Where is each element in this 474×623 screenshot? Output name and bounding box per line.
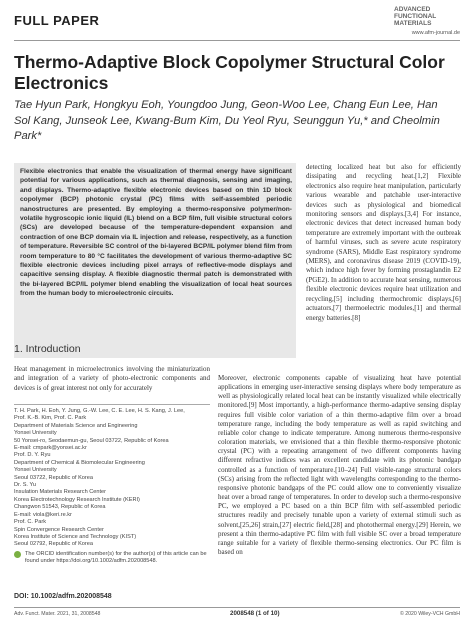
orcid-icon[interactable] <box>14 551 21 558</box>
section-label: FULL PAPER <box>14 13 100 28</box>
affiliation-line: Department of Chemical & Biomolecular Engineering <box>14 459 145 466</box>
journal-logo-line-3: MATERIALS <box>394 20 432 27</box>
paper-title: Thermo-Adaptive Block Copolymer Structural Color Electronics <box>14 52 445 93</box>
intro-continuation-text: detecting localized heat but also for efficiently dissipating and recycling heat.[1,2] Flexible electronics also require heat manipulation, particularly various wearable and patchable user-interactive devices such as physiological and biomedical monitoring sensors and displays.[3,4] For instance, electronic devices that detect increased human body temperature are extremely important with the outbreak of harmful viruses, such as severe acute respiratory syndrome (SARS), Middle East respiratory syndrome (MERS), and coronavirus disease 2019 (COVID-19), which induce high fever by forming prostaglandin E2 (PGE2). In addition to accurate heat sensing, numerous flexible electronic devices require heat utilization and recycling,[5] including thermochromic displays,[6] actuators,[7] thermoelectric modules,[1] and thermal energy batteries.[8] <box>306 163 461 322</box>
page-footer <box>14 611 460 621</box>
affiliation-line: Korea Electrotechnology Research Institute (KERI) <box>14 496 140 503</box>
affiliations-block <box>14 408 210 566</box>
author-list: Tae Hyun Park, Hongkyu Eoh, Youngdoo Jung, Geon-Woo Lee, Chang Eun Lee, Han Sol Kang, Junseok Lee, Kwang-Bum Kim, Du Yeol Ryu, Seunggun Yu,* and Cheolmin Park* <box>14 99 440 142</box>
affiliation-line: Changwon 51543, Republic of Korea <box>14 504 106 511</box>
affiliation-email[interactable]: E-mail: cmpark@yonsei.ac.kr <box>14 445 87 452</box>
journal-logo-line-1: ADVANCED <box>394 6 431 13</box>
footer-divider <box>14 607 460 608</box>
journal-url[interactable]: www.afm-journal.de <box>411 30 460 36</box>
journal-logo <box>394 6 460 27</box>
affiliation-line: Spin Convergence Research Center <box>14 526 104 533</box>
affiliation-line: T. H. Park, H. Eoh, Y. Jung, G.-W. Lee, C. E. Lee, H. S. Kang, J. Lee, <box>14 408 185 414</box>
section-heading-introduction: 1. Introduction <box>14 343 81 355</box>
affiliation-line: 50 Yonsei-ro, Seodaemun-gu, Seoul 03722, Republic of Korea <box>14 437 169 444</box>
footer-citation: Adv. Funct. Mater. 2021, 31, 2008548 <box>14 611 101 617</box>
affiliation-line: Prof. K.-B. Kim, Prof. C. Park <box>14 415 87 422</box>
affiliation-line: Dr. S. Yu <box>14 482 36 489</box>
affiliation-line: Department of Materials Science and Engineering <box>14 422 138 429</box>
affiliation-line: Prof. D. Y. Ryu <box>14 452 51 459</box>
doi[interactable]: DOI: 10.1002/adfm.202008548 <box>14 593 112 600</box>
affiliation-line: Seoul 03722, Republic of Korea <box>14 474 93 481</box>
page-header <box>0 0 474 38</box>
orcid-note-text[interactable]: The ORCID identification number(s) for the author(s) of this article can be found under https://doi.org/10.1002/adfm.202008548. <box>25 550 207 565</box>
affiliation-line: Seoul 02792, Republic of Korea <box>14 541 93 548</box>
body-paragraph: Moreover, electronic components capable of visualizing heat have potential applications in emerging user-interactive sensing displays where body temperature as well as physiologically related local heat can be instantly visualized while electrically monitored.[9] Most importantly, a high-performance thermo-adaptive sensing display requires full visible color variation of a thin thermo-adaptive film over a broad temperature range, including the body temperature as well as rapid switching and reliable color change to indicate temperature. Among numerous thermo-responsive coloration materials, we envisioned that a thin flexible thermo-responsive photonic crystal (PC) with a repeating arrangement of two different components having different refractive indices was an excellent candidate with its photonic bandgap controlled as a function of temperature.[10–24] Full visible-range structural colors (SCs) arising from the reflected light with wavelengths corresponding to the thermo-responsive photonic bandgaps of the PC could allow one to conveniently visualize heat over a broad range of temperatures. In order to develop such a thermo-responsive PC, we employed a PC based on a thin BCP film with self-assembled periodic structures readily and precisely tunable upon a variety of external stimuli such as solvent,[25,26] strain,[27] electric field,[28] and photothermal energy.[29] Herein, we present a thin thermo-adaptive PC film with full visible SC over a broad temperature range suitable for a variety of flexible thermo-sensing electronics. Our PC film is based on <box>218 374 461 556</box>
affiliation-line: Yonsei University <box>14 430 57 437</box>
affiliation-line: Yonsei University <box>14 467 57 474</box>
affiliation-email[interactable]: E-mail: viola@keri.re.kr <box>14 511 72 518</box>
journal-logo-line-2: FUNCTIONAL <box>394 13 437 20</box>
orcid-note <box>14 551 210 566</box>
intro-paragraph: Heat management in microelectronics involving the miniaturization and integration of a variety of photo-electronic components and devices is of great interest not only for accurately <box>14 365 210 392</box>
affiliation-line: Korea Institute of Science and Technology (KIST) <box>14 533 137 540</box>
affiliation-divider <box>14 404 210 405</box>
header-divider <box>14 40 460 41</box>
footer-copyright: © 2020 Wiley-VCH GmbH <box>399 611 460 617</box>
affiliation-line: Prof. C. Park <box>14 519 47 526</box>
footer-page-number: 2008548 (1 of 10) <box>230 610 280 617</box>
affiliation-line: Insulation Materials Research Center <box>14 489 107 496</box>
abstract: Flexible electronics that enable the visualization of thermal energy have significant potential for various applications, such as thermal diagnosis, sensing and imaging, and displays. Thermo-adaptive flexible electronic devices based on thin 1D block copolymer (BCP) photonic crystal (PC) films with self-assembled periodic nanostructures are presented. By employing a thermo-responsive polymer/non-volatile hygroscopic ionic liquid (IL) blend on a BCP film, full visible structural colors (SCs) are developed because of the temperature-dependent expansion and contraction of one BCP domain via IL injection and release, respectively, as a function of temperature. Reversible SC control of the bi-layered BCP/IL polymer blend film from room temperature to 80 °C facilitates the development of various thermo-adaptive SC flexible electronic devices including pixel arrays of reflective-mode displays and capacitive sensing display. A flexible diagnostic thermal patch is demonstrated with the bi-layered BCP/IL polymer blend enabling the visualization of local heat sources from the human body to microelectronic circuits. <box>20 168 292 298</box>
